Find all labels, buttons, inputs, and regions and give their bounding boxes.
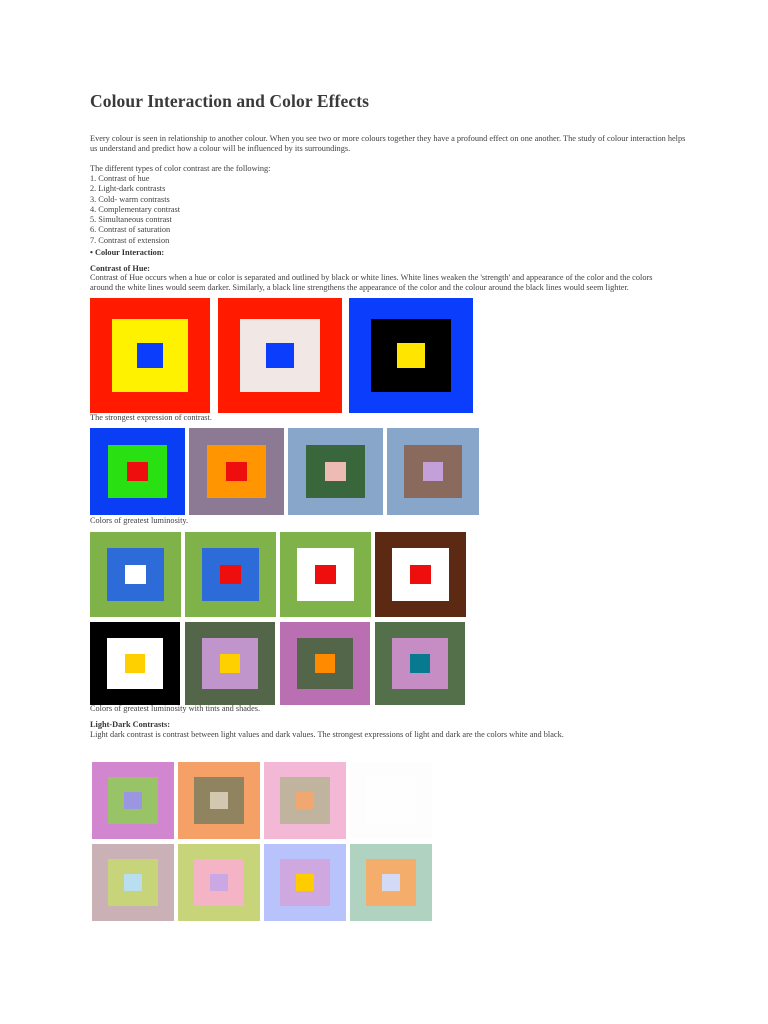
color-swatch <box>189 428 284 515</box>
color-swatch <box>178 762 260 839</box>
swatch-inner-square <box>266 343 293 368</box>
color-swatch <box>264 762 346 839</box>
swatch-inner-square <box>382 792 400 809</box>
list-item: 7. Contrast of extension <box>90 235 170 245</box>
color-swatch <box>92 762 174 839</box>
light-dark-paragraph: Light dark contrast is contrast between light values and dark values. The strongest expressions of light and dark are the colors white and black. <box>90 730 564 739</box>
swatch-inner-square <box>220 654 240 672</box>
color-swatch <box>350 844 432 921</box>
swatch-inner-square <box>410 565 430 584</box>
swatch-inner-square <box>296 874 314 891</box>
color-swatch <box>280 532 371 617</box>
swatch-inner-square <box>423 462 443 481</box>
caption-strongest-contrast: The strongest expression of contrast. <box>90 413 212 422</box>
color-swatch <box>90 298 210 413</box>
swatch-inner-square <box>315 565 335 584</box>
list-item: 2. Light-dark contrasts <box>90 184 166 194</box>
swatch-inner-square <box>210 792 228 809</box>
intro-paragraph: Every colour is seen in relationship to another colour. When you see two or more colours together they have a profound effect on one another. The study of colour interaction helps us understand and predict how a colour will be influenced by its surroundings. <box>90 134 686 154</box>
color-swatch <box>90 532 181 617</box>
color-swatch <box>90 622 180 705</box>
hue-heading: Contrast of Hue: <box>90 264 150 273</box>
list-intro: The different types of color contrast are the following: <box>90 164 271 173</box>
color-swatch <box>288 428 383 515</box>
swatch-inner-square <box>210 874 228 891</box>
list-item: 1. Contrast of hue <box>90 174 150 183</box>
caption-greatest-luminosity: Colors of greatest luminosity. <box>90 516 189 525</box>
section-heading-colour-interaction: • Colour Interaction: <box>90 248 165 257</box>
swatch-inner-square <box>125 565 145 584</box>
swatch-inner-square <box>137 343 163 368</box>
color-swatch <box>280 622 370 705</box>
color-swatch <box>178 844 260 921</box>
swatch-inner-square <box>226 462 247 481</box>
swatch-inner-square <box>315 654 335 672</box>
list-item: 4. Complementary contrast <box>90 204 181 214</box>
list-item: 3. Cold- warm contrasts <box>90 194 170 204</box>
color-swatch <box>90 428 185 515</box>
swatch-inner-square <box>125 654 145 672</box>
swatch-inner-square <box>410 654 430 672</box>
color-swatch <box>350 762 432 839</box>
color-swatch <box>185 532 276 617</box>
hue-paragraph: Contrast of Hue occurs when a hue or color is separated and outlined by black or white lines. White lines weaken the 'strength' and appearance of the color and the colors around the white lines would seem darker. Similarly, a black line strengthens the appearance of the color and the colour around the black lines would seem lighter. <box>90 273 653 293</box>
list-item: 5. Simultaneous contrast <box>90 215 172 225</box>
light-dark-heading: Light-Dark Contrasts: <box>90 720 170 729</box>
color-swatch <box>92 844 174 921</box>
swatch-inner-square <box>124 874 142 891</box>
swatch-inner-square <box>220 565 240 584</box>
color-swatch <box>349 298 473 413</box>
color-swatch <box>375 622 465 705</box>
swatch-inner-square <box>127 462 148 481</box>
color-swatch <box>387 428 479 515</box>
color-swatch <box>185 622 275 705</box>
swatch-inner-square <box>124 792 142 809</box>
color-swatch <box>264 844 346 921</box>
contrast-list <box>90 174 690 246</box>
page-title: Colour Interaction and Color Effects <box>90 91 370 111</box>
color-swatch <box>375 532 466 617</box>
swatch-inner-square <box>397 343 424 368</box>
color-swatch <box>218 298 342 413</box>
swatch-inner-square <box>325 462 346 481</box>
caption-tints-shades: Colors of greatest luminosity with tints and shades. <box>90 704 261 713</box>
swatch-inner-square <box>382 874 400 891</box>
swatch-inner-square <box>296 792 314 809</box>
list-item: 6. Contrast of saturation <box>90 225 171 235</box>
